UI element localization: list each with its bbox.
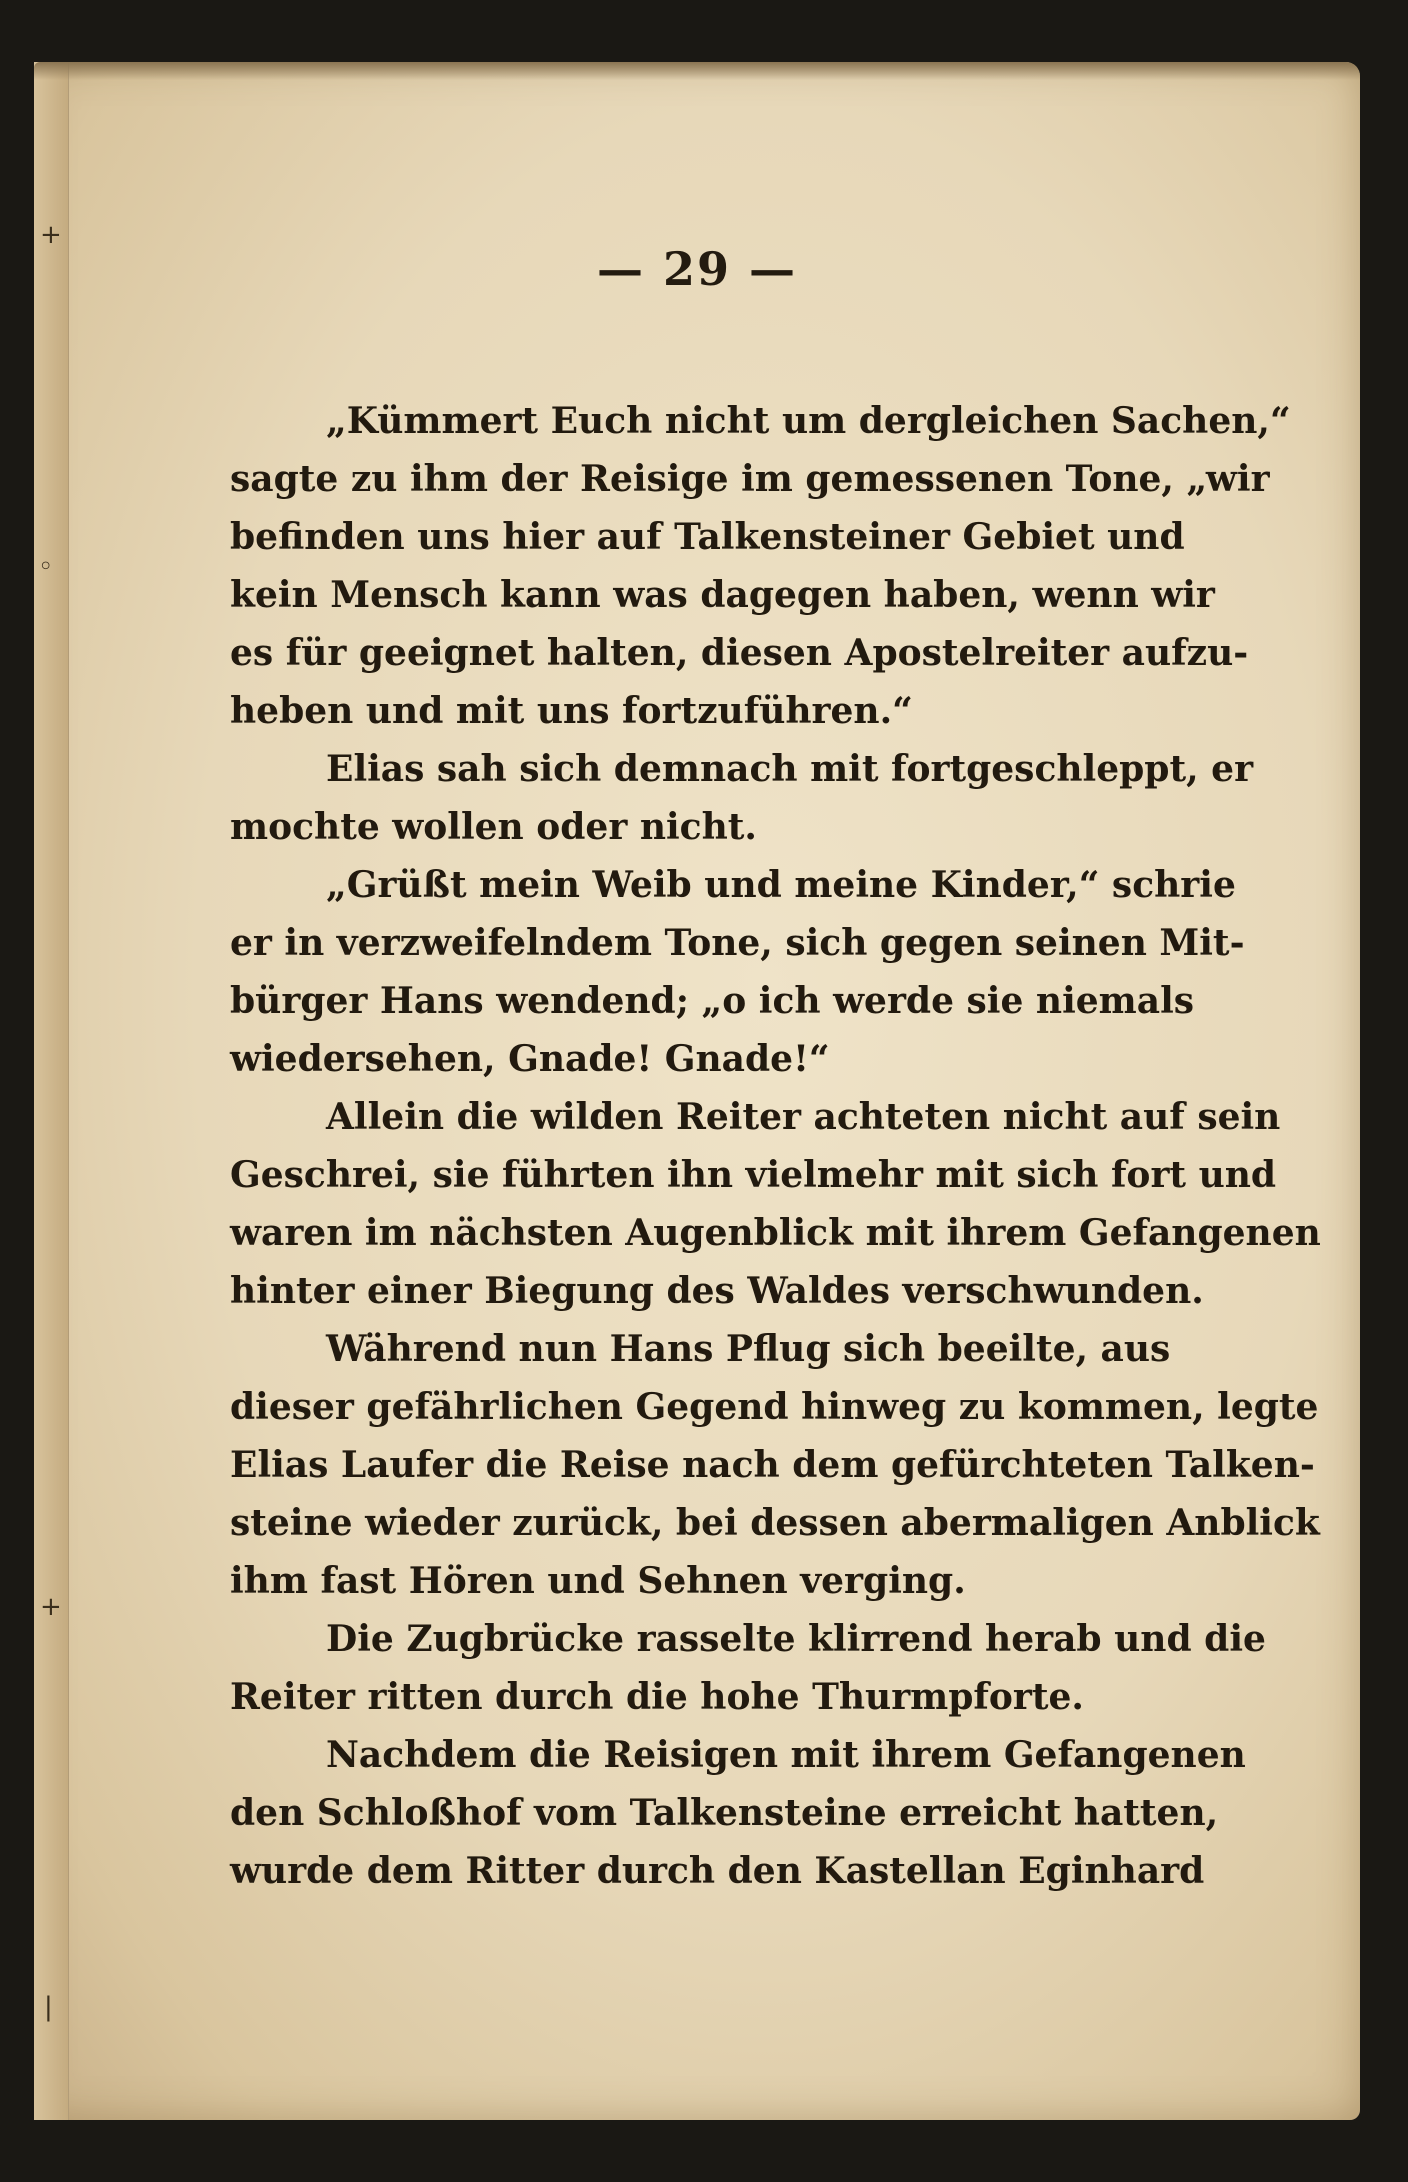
text-line: Geschrei, sie führten ihn vielmehr mit sich fort und <box>230 1154 1277 1196</box>
text-line: den Schloßhof vom Talkensteine erreicht hatten, <box>230 1792 1219 1834</box>
binding-thread-mark: | <box>44 1992 53 2022</box>
page-top-edge <box>34 62 1360 80</box>
text-line: ihm fast Hören und Sehnen verging. <box>230 1560 966 1602</box>
text-line: Die Zugbrücke rasselte klirrend herab und die <box>326 1618 1266 1660</box>
text-line: kein Mensch kann was dagegen haben, wenn wir <box>230 574 1215 616</box>
text-line: dieser gefährlichen Gegend hinweg zu kommen, legte <box>230 1386 1319 1428</box>
text-line: Elias Laufer die Reise nach dem gefürchteten Talken- <box>230 1444 1315 1486</box>
text-line: mochte wollen oder nicht. <box>230 806 757 848</box>
text-line: er in verzweifelndem Tone, sich gegen seinen Mit- <box>230 922 1245 964</box>
text-line: steine wieder zurück, bei dessen abermaligen Anblick <box>230 1502 1320 1544</box>
paper-sheet <box>34 62 1360 2120</box>
text-line: waren im nächsten Augenblick mit ihrem Gefangenen <box>230 1212 1321 1254</box>
text-line: bürger Hans wendend; „o ich werde sie niemals <box>230 980 1195 1022</box>
text-line: Elias sah sich demnach mit fortgeschleppt, er <box>326 748 1254 790</box>
text-line: hinter einer Biegung des Waldes verschwunden. <box>230 1270 1204 1312</box>
text-line: „Grüßt mein Weib und meine Kinder,“ schrie <box>326 864 1236 906</box>
text-line: wurde dem Ritter durch den Kastellan Eginhard <box>230 1850 1205 1892</box>
binding-thread-mark: + <box>40 1592 62 1622</box>
text-line: „Kümmert Euch nicht um dergleichen Sachen,“ <box>326 400 1291 442</box>
text-line: heben und mit uns fortzuführen.“ <box>230 690 913 732</box>
body-text <box>230 392 1321 1900</box>
binding-thread-mark: + <box>40 220 62 250</box>
text-line: Während nun Hans Pflug sich beeilte, aus <box>326 1328 1171 1370</box>
text-line: befinden uns hier auf Talkensteiner Gebiet und <box>230 516 1185 558</box>
text-line: Reiter ritten durch die hohe Thurmpforte. <box>230 1676 1084 1718</box>
text-line: es für geeignet halten, diesen Apostelreiter aufzu- <box>230 632 1249 674</box>
text-line: Nachdem die Reisigen mit ihrem Gefangenen <box>326 1734 1246 1776</box>
page-gutter <box>34 62 69 2120</box>
text-line: wiedersehen, Gnade! Gnade!“ <box>230 1038 830 1080</box>
binding-thread-mark: ◦ <box>38 552 54 582</box>
page-number: — 29 — <box>596 242 798 296</box>
text-line: Allein die wilden Reiter achteten nicht auf sein <box>326 1096 1281 1138</box>
text-line: sagte zu ihm der Reisige im gemessenen Tone, „wir <box>230 458 1270 500</box>
